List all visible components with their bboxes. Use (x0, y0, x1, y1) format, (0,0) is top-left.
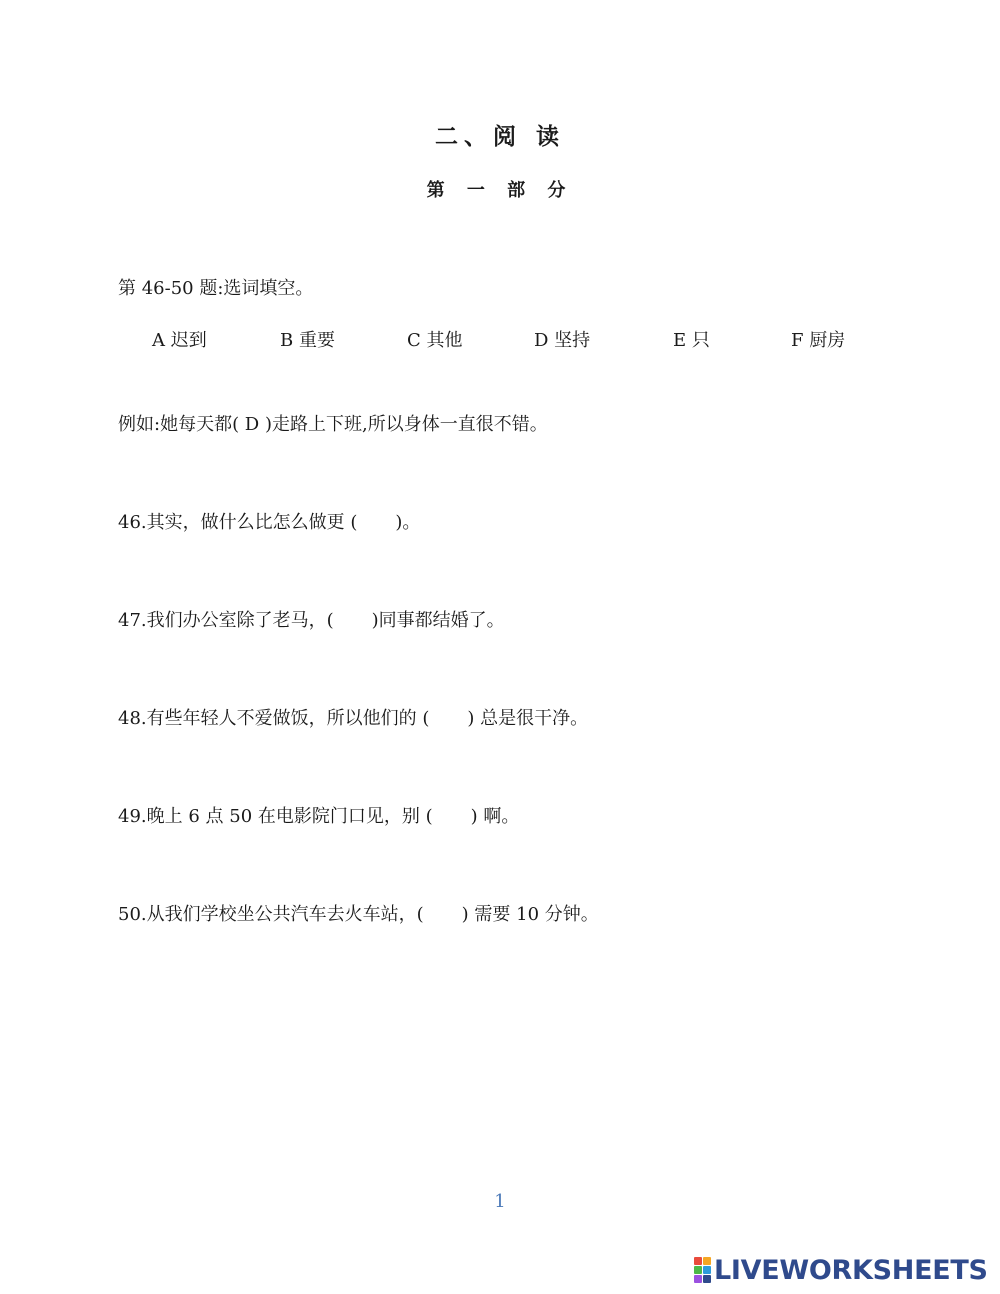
question-text-after: )。 (395, 512, 421, 533)
option-word: 重要 (298, 330, 335, 351)
question-text-after: ) 啊。 (470, 806, 520, 827)
liveworksheets-icon (694, 1257, 711, 1283)
question-text-before: 48.有些年轻人不爱做饭，所以他们的 ( (118, 708, 430, 729)
example-sentence: 例如:她每天都( D )走路上下班,所以身体一直很不错。 (118, 414, 548, 435)
answer-blank-48[interactable] (429, 712, 467, 726)
option-word: 坚持 (554, 330, 591, 351)
question-47 (118, 606, 505, 632)
question-text-before: 50.从我们学校坐公共汽车去火车站，( (118, 904, 424, 925)
question-50 (118, 900, 599, 926)
section-title: 第 一 部 分 (426, 180, 574, 201)
page-title: 二、阅 读 (434, 123, 565, 150)
question-text-after: ) 需要 10 分钟。 (461, 904, 599, 925)
instruction-text: 第 46-50 题:选词填空。 (118, 278, 314, 299)
option-letter: D (534, 330, 549, 351)
option-letter: C (407, 330, 421, 351)
option-letter: E (673, 330, 687, 351)
answer-blank-47[interactable] (334, 614, 372, 628)
liveworksheets-logo[interactable] (694, 1254, 988, 1286)
page-number: 1 (494, 1191, 506, 1212)
option-f (791, 326, 845, 352)
answer-blank-50[interactable] (424, 908, 462, 922)
option-word: 只 (691, 330, 710, 351)
option-letter: F (791, 330, 804, 351)
option-word: 厨房 (809, 330, 846, 351)
option-b (280, 326, 335, 352)
question-48 (118, 704, 588, 730)
option-letter: A (152, 330, 165, 351)
option-word: 迟到 (170, 330, 207, 351)
question-text-after: )同事都结婚了。 (371, 610, 505, 631)
question-text-after: ) 总是很干净。 (467, 708, 589, 729)
option-a (152, 326, 207, 352)
option-d (534, 326, 590, 352)
option-c (407, 326, 463, 352)
answer-blank-49[interactable] (433, 810, 471, 824)
question-49 (118, 802, 519, 828)
question-text-before: 46.其实，做什么比怎么做更 ( (118, 512, 358, 533)
brand-name: LIVEWORKSHEETS (714, 1254, 988, 1286)
question-text-before: 47.我们办公室除了老马，( (118, 610, 334, 631)
option-e (673, 326, 710, 352)
word-options (0, 326, 1000, 352)
question-text-before: 49.晚上 6 点 50 在电影院门口见，别 ( (118, 806, 433, 827)
option-word: 其他 (426, 330, 463, 351)
option-letter: B (280, 330, 294, 351)
answer-blank-46[interactable] (357, 516, 395, 530)
question-46 (118, 508, 420, 534)
